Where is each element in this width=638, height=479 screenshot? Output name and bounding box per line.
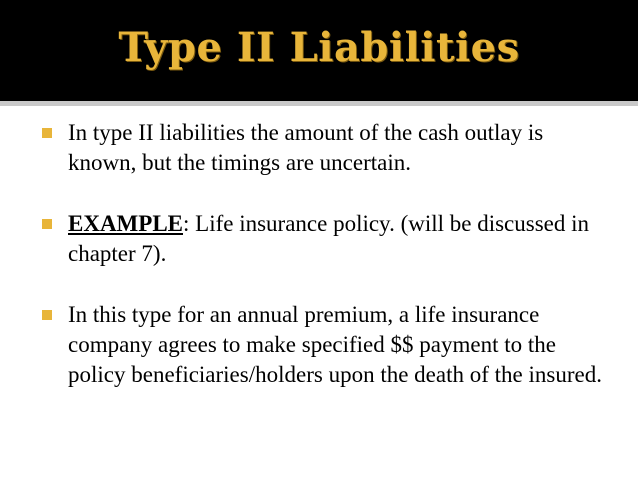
bullet-text: In this type for an annual premium, a life insurance company agrees to make specified $$ payment to the policy beneficiaries/holders upon the death of the insured. (68, 302, 602, 387)
example-text: : Life insurance policy. (will be discussed in chapter 7). (68, 211, 590, 266)
bullet-item (40, 300, 615, 390)
title-bar (0, 0, 638, 101)
bullet-item (40, 209, 615, 269)
bullet-list (40, 118, 615, 421)
square-bullet-icon (42, 310, 52, 320)
bullet-item (40, 118, 615, 178)
title-divider (0, 101, 638, 106)
square-bullet-icon (42, 128, 52, 138)
square-bullet-icon (42, 219, 52, 229)
example-label: EXAMPLE (68, 211, 183, 236)
slide-title: Type II Liabilities (118, 24, 520, 71)
bullet-text: In type II liabilities the amount of the cash outlay is known, but the timings are uncertain. (68, 120, 544, 175)
bullet-text (68, 209, 615, 269)
